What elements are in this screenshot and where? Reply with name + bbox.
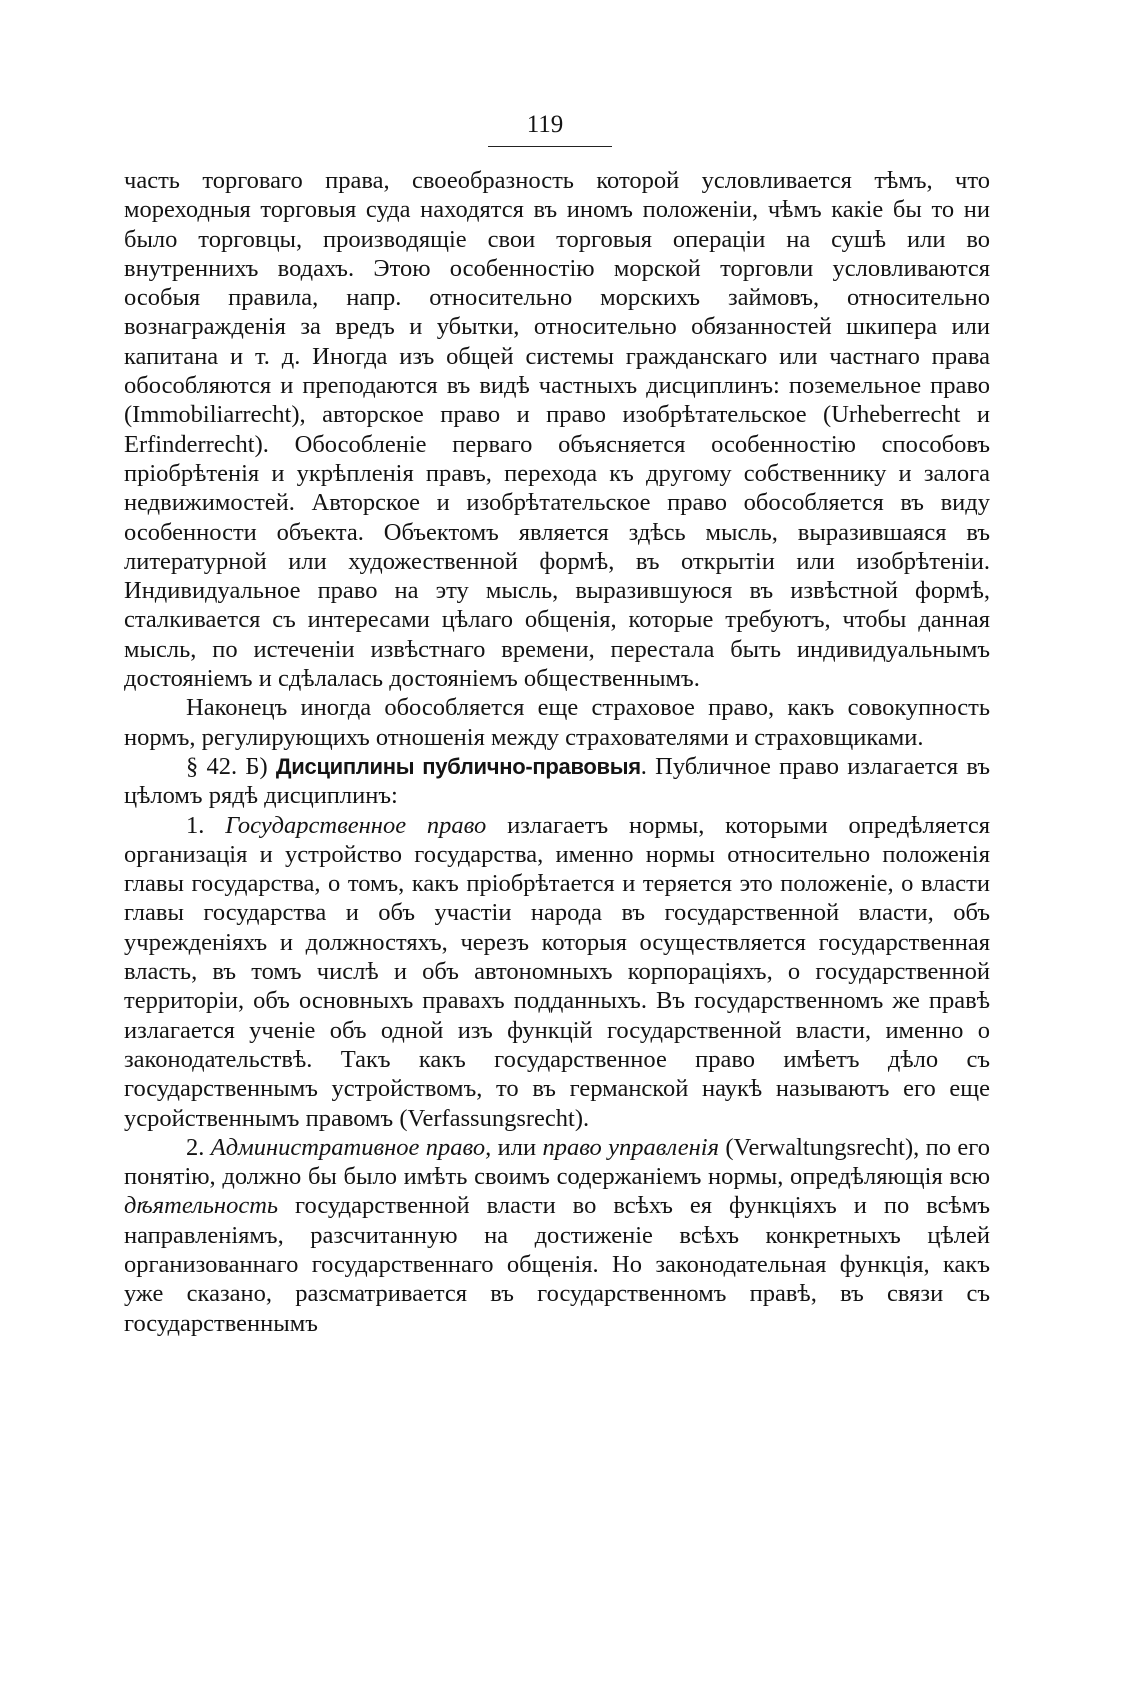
page-number: 119: [526, 111, 564, 138]
text-run: 2.: [186, 1133, 211, 1161]
section-heading: Дисциплины публично-правовыя: [275, 753, 641, 779]
paragraph-p5: [124, 1133, 990, 1338]
italic-term: Государственное право: [225, 811, 487, 839]
italic-term: Административное право,: [210, 1133, 492, 1161]
text-run: . Публичное право излагается въ цѣломъ рядѣ дисциплинъ:: [124, 752, 990, 810]
text-run: § 42. Б): [186, 752, 276, 780]
text-run: государственной власти во всѣхъ ея функцiяхъ и по всѣмъ направленiямъ, разсчитанную на достиженiе всѣхъ конкретныхъ цѣлей организованнаго государственнаго общенiя. Но законодательная функцiя, какъ уже сказано, разсматривается въ государственномъ правѣ, въ связи съ государственнымъ: [124, 1192, 990, 1337]
italic-term: право управленiя: [542, 1133, 719, 1161]
body-text: [124, 166, 990, 1338]
italic-term: дѣятельность: [124, 1192, 279, 1220]
text-run: 1.: [186, 811, 226, 839]
paragraph-p1: [124, 166, 990, 693]
text-run: излагаетъ нормы, которыми опредѣляется организацiя и устройство государства, именно нормы относительно положенiя главы государства, о томъ, какъ прiобрѣтается и теряется это положенiе, о власти главы государства и объ участiи народа въ государственной власти, объ учрежденiяхъ и должностяхъ, черезъ которыя осуществляется государственная власть, въ томъ числѣ и объ автономныхъ корпорацiяхъ, о государственной территорiи, объ основныхъ правахъ подданныхъ. Въ государственномъ же правѣ излагается ученiе объ одной изъ функцiй государственной власти, именно о законодательствѣ. Такъ какъ государственное право имѣетъ дѣло съ государственнымъ устройствомъ, то въ германской наукѣ называютъ его еще усройственнымъ правомъ (Verfassungsrecht).: [124, 811, 991, 1132]
paragraph-p4: [124, 811, 990, 1133]
text-run: Наконецъ иногда обособляется еще страховое право, какъ совокупность нормъ, регулирующихъ отношенiя между страхователями и страховщиками.: [124, 694, 990, 751]
paragraph-p2: [124, 693, 990, 752]
text-run: или: [491, 1133, 543, 1161]
text-run: (Verwaltungsrecht), по его понятiю, должно бы было имѣть своимъ содержанiемъ нормы, опредѣляющiя всю: [124, 1133, 990, 1191]
paragraph-p3: [124, 752, 990, 811]
text-run: часть торговаго права, своеобразность которой условливается тѣмъ, что мореходныя торговыя суда находятся въ иномъ положенiи, чѣмъ какiе бы то ни было торговцы, производящiе свои торговыя операцiи на сушѣ или во внутреннихъ водахъ. Этою особенностiю морской торговли условливаются особыя правила, напр. относительно морскихъ займовъ, относительно вознагражденiя за вредъ и убытки, относительно обязанностей шкипера или капитана и т. д. Иногда изъ общей системы гражданскаго или частнаго права обособляются и преподаются въ видѣ частныхъ дисциплинъ: поземельное право (Immobiliarrecht), авторское право и право изобрѣтательское (Urheberrecht и Erfinderrecht). Обособленiе перваго объясняется особенностiю способовъ прiобрѣтенiя и укрѣпленiя правъ, перехода къ другому собственнику и залога недвижимостей. Авторское и изобрѣтательское право обособляется въ виду особенности объекта. Объектомъ является здѣсь мысль, выразившаяся въ литературной или художественной формѣ, въ открытiи или изобрѣтенiи. Индивидуальное право на эту мысль, выразившуюся въ извѣстной формѣ, сталкивается съ интересами цѣлаго общенiя, которые требуютъ, чтобы данная мысль, по истеченiи извѣстнаго времени, перестала быть индивидуальнымъ достоянiемъ и сдѣлалась достоянiемъ общественнымъ.: [124, 167, 990, 693]
page-number-rule: [488, 146, 612, 147]
